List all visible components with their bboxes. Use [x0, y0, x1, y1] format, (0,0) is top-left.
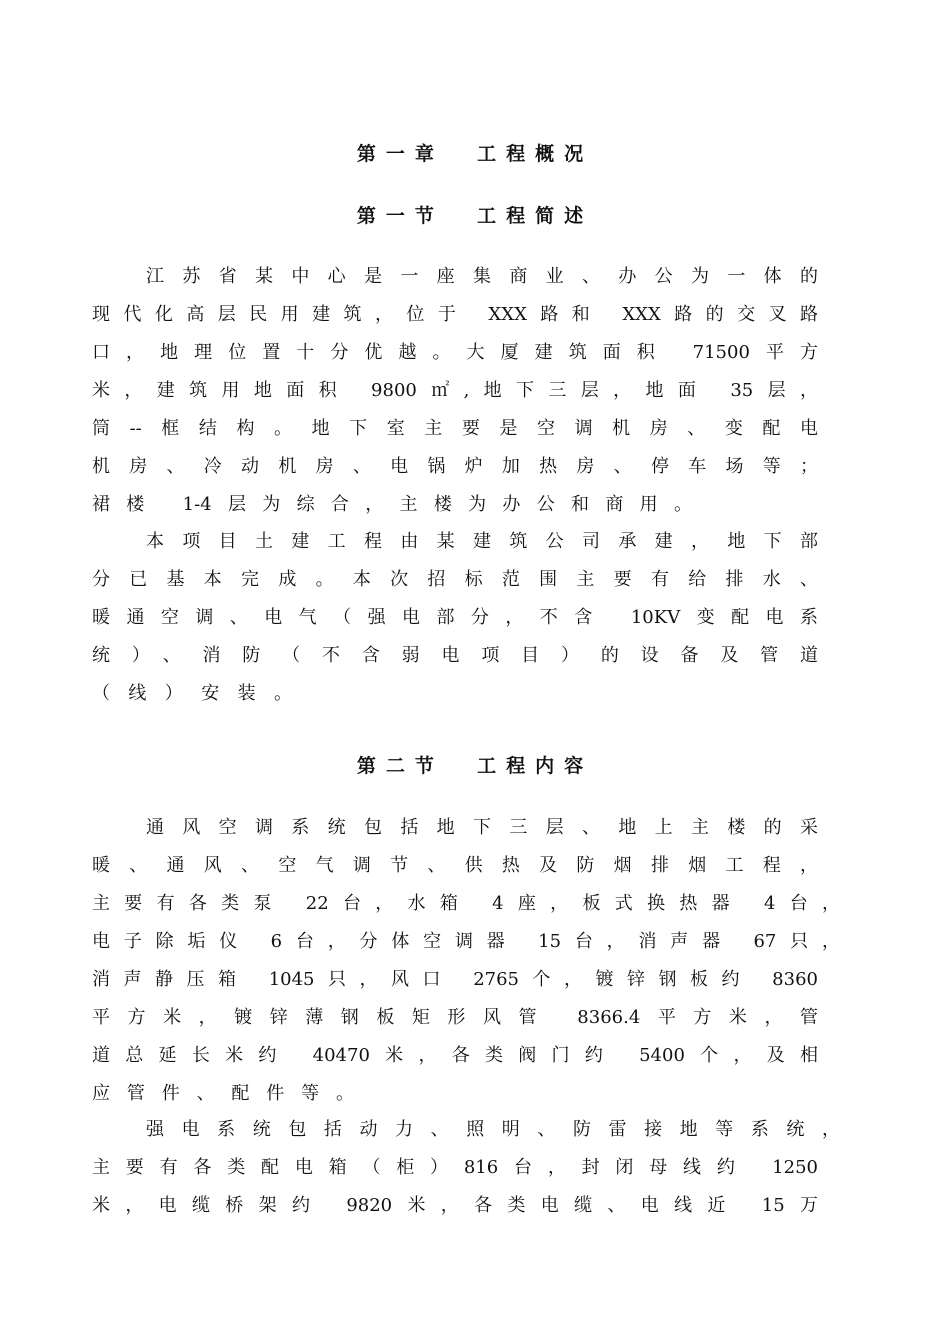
section-2-line: 道总延长米约 40470米，各类阀门约 5400个，及相: [92, 1045, 818, 1066]
section-2-line: 主要有各类泵 22台，水箱 4座，板式换热器 4台，: [92, 893, 840, 914]
section-2-line: 暖、通风、空气调节、供热及防烟排烟工程，: [92, 855, 818, 876]
section-1-line: 机房、冷动机房、电锅炉加热房、停车场等；: [92, 456, 818, 477]
section-2-line: 平方米，镀锌薄钢板矩形风管 8366.4平方米，管: [92, 1007, 818, 1028]
section-1-title: 第一节 工程简述: [356, 205, 594, 227]
section-2-title: 第二节 工程内容: [356, 755, 594, 777]
section-2-line: 通风空调系统包括地下三层、地上主楼的采: [146, 817, 818, 838]
section-1-line: 米，建筑用地面积 9800㎡,地下三层，地面 35层，: [92, 380, 818, 401]
section-2-line: 强电系统包括动力、照明、防雷接地等系统，: [146, 1119, 840, 1140]
chapter-title: 第一章 工程概况: [356, 143, 594, 165]
section-1-line: 分已基本完成。本次招标范围主要有给排水、: [92, 569, 818, 590]
section-2-line: 消声静压箱 1045只，风口 2765个，镀锌钢板约 8360: [92, 969, 818, 990]
section-2-line: 米，电缆桥架约 9820米，各类电缆、电线近 15万: [92, 1195, 818, 1216]
section-1-line: 江苏省某中心是一座集商业、办公为一体的: [146, 266, 818, 287]
section-2-line: 主要有各类配电箱（柜）816台，封闭母线约 1250: [92, 1157, 818, 1178]
section-1-line: 筒--框结构。地下室主要是空调机房、变配电: [92, 418, 818, 439]
section-2-line: 电子除垢仪 6台，分体空调器 15台，消声器 67只，: [92, 931, 840, 952]
section-1-line: 裙楼 1-4层为综合，主楼为办公和商用。: [92, 494, 692, 515]
section-1-line: 现代化高层民用建筑，位于 XXX路和 XXX路的交叉路: [92, 304, 818, 325]
section-1-line: 本项目土建工程由某建筑公司承建，地下部: [146, 531, 818, 552]
section-2-line: 应管件、配件等。: [92, 1083, 354, 1104]
section-1-line: 口，地理位置十分优越。大厦建筑面积 71500平方: [92, 342, 818, 363]
section-1-line: （线）安装。: [92, 683, 292, 704]
section-1-line: 暖通空调、电气（强电部分，不含 10KV变配电系: [92, 607, 818, 628]
section-1-line: 统）、消防（不含弱电项目）的设备及管道: [92, 645, 818, 666]
